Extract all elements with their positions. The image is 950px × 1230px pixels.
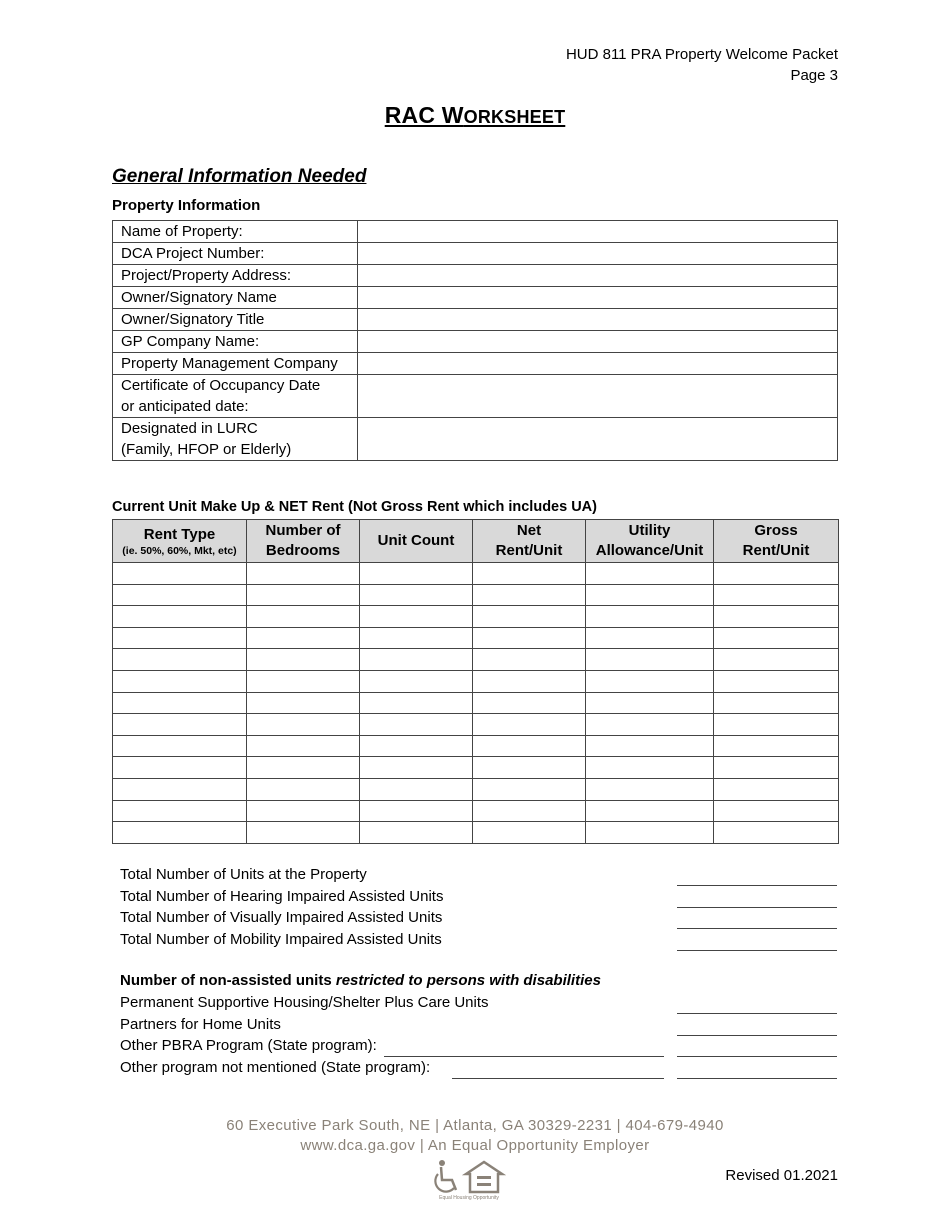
unit-table-title: Current Unit Make Up & NET Rent (Not Gross Rent which includes UA): [112, 499, 597, 515]
property-row-label: [113, 221, 358, 243]
property-label-line: GP Company Name:: [121, 333, 260, 350]
unit-cell[interactable]: [360, 584, 473, 606]
program-name-blank[interactable]: [452, 1078, 664, 1079]
property-row-value[interactable]: [358, 331, 838, 353]
program-name-blank[interactable]: [384, 1056, 664, 1057]
unit-column-header: [113, 520, 247, 563]
header-hint: (ie. 50%, 60%, Mkt, etc): [122, 544, 237, 557]
property-info-title: Property Information: [112, 197, 261, 214]
total-label: Total Number of Mobility Impaired Assisted Units: [120, 931, 442, 949]
unit-cell[interactable]: [714, 800, 839, 822]
unit-cell[interactable]: [586, 757, 714, 779]
total-blank-field[interactable]: [677, 885, 837, 886]
footer-address: 60 Executive Park South, NE | Atlanta, GA 30329-2231 | 404-679-4940: [226, 1117, 724, 1134]
property-row-value[interactable]: [358, 418, 838, 461]
unit-cell[interactable]: [113, 563, 247, 585]
unit-cell[interactable]: [714, 584, 839, 606]
unit-cell[interactable]: [247, 649, 360, 671]
unit-cell[interactable]: [714, 692, 839, 714]
non-assisted-label: Partners for Home Units: [120, 1015, 281, 1033]
revised-date: Revised 01.2021: [725, 1167, 838, 1184]
unit-cell[interactable]: [586, 670, 714, 692]
unit-cell[interactable]: [586, 714, 714, 736]
section-title: General Information Needed: [112, 166, 367, 187]
table-row: [113, 714, 839, 736]
unit-cell[interactable]: [586, 800, 714, 822]
unit-cell[interactable]: [586, 606, 714, 628]
unit-cell[interactable]: [113, 735, 247, 757]
unit-cell[interactable]: [113, 606, 247, 628]
property-row: [113, 331, 838, 353]
unit-cell[interactable]: [473, 606, 586, 628]
property-row-value[interactable]: [358, 309, 838, 331]
unit-cell[interactable]: [714, 627, 839, 649]
unit-makeup-table: [112, 519, 839, 844]
unit-cell[interactable]: [714, 822, 839, 844]
header-line: Rent Type: [143, 525, 216, 543]
unit-cell[interactable]: [113, 714, 247, 736]
property-row-value[interactable]: [358, 375, 838, 418]
property-label-line: Certificate of Occupancy Date: [121, 377, 321, 394]
unit-cell[interactable]: [247, 563, 360, 585]
table-row: [113, 822, 839, 844]
footer-address-block: [0, 1116, 950, 1156]
header-line: Gross: [754, 522, 798, 539]
unit-cell[interactable]: [360, 778, 473, 800]
property-row-label: [113, 418, 358, 461]
non-assisted-blank-field[interactable]: [677, 1056, 837, 1057]
property-row: [113, 243, 838, 265]
non-assisted-title: [120, 972, 601, 989]
unit-cell[interactable]: [586, 627, 714, 649]
table-row: [113, 627, 839, 649]
unit-cell[interactable]: [247, 778, 360, 800]
unit-cell[interactable]: [247, 584, 360, 606]
unit-cell[interactable]: [473, 670, 586, 692]
non-assisted-title-bold: Number of non-assisted units: [120, 972, 336, 989]
unit-cell[interactable]: [113, 584, 247, 606]
table-row: [113, 563, 839, 585]
unit-cell[interactable]: [247, 757, 360, 779]
property-row: [113, 221, 838, 243]
unit-column-header: [586, 520, 714, 563]
header-line: Rent/Unit: [495, 542, 563, 559]
table-row: [113, 778, 839, 800]
unit-cell[interactable]: [714, 757, 839, 779]
unit-cell[interactable]: [586, 563, 714, 585]
unit-cell[interactable]: [473, 584, 586, 606]
unit-cell[interactable]: [473, 692, 586, 714]
unit-cell[interactable]: [714, 778, 839, 800]
header-line: Net: [516, 522, 542, 539]
property-row-label: [113, 353, 358, 375]
total-label: Total Number of Hearing Impaired Assisted Units: [120, 887, 444, 905]
unit-cell[interactable]: [586, 735, 714, 757]
unit-cell[interactable]: [247, 800, 360, 822]
footer-web: www.dca.ga.gov | An Equal Opportunity Employer: [300, 1137, 650, 1154]
unit-cell[interactable]: [113, 800, 247, 822]
unit-cell[interactable]: [247, 627, 360, 649]
header-line: Rent/Unit: [742, 542, 810, 559]
unit-cell[interactable]: [473, 714, 586, 736]
unit-cell[interactable]: [113, 757, 247, 779]
unit-cell[interactable]: [473, 627, 586, 649]
property-label-line: or anticipated date:: [121, 398, 249, 415]
property-row-label: [113, 287, 358, 309]
unit-column-header: [247, 520, 360, 563]
header-line: Allowance/Unit: [595, 542, 704, 559]
header-line: Bedrooms: [265, 542, 341, 559]
unit-cell[interactable]: [586, 778, 714, 800]
unit-cell[interactable]: [360, 822, 473, 844]
header-line: Utility: [628, 522, 671, 539]
property-row: [113, 353, 838, 375]
total-blank-field[interactable]: [677, 950, 837, 951]
non-assisted-blank-field[interactable]: [677, 1013, 837, 1014]
unit-cell[interactable]: [586, 822, 714, 844]
property-row-value[interactable]: [358, 287, 838, 309]
unit-cell[interactable]: [113, 822, 247, 844]
document-title: [0, 102, 950, 129]
unit-cell[interactable]: [714, 714, 839, 736]
property-row-label: [113, 331, 358, 353]
header-line: Number of: [265, 522, 341, 539]
unit-cell[interactable]: [247, 670, 360, 692]
unit-cell[interactable]: [473, 800, 586, 822]
unit-cell[interactable]: [586, 692, 714, 714]
unit-cell[interactable]: [360, 757, 473, 779]
logo-caption: Equal Housing Opportunity: [439, 1195, 499, 1200]
unit-cell[interactable]: [247, 822, 360, 844]
unit-cell[interactable]: [113, 627, 247, 649]
table-row: [113, 735, 839, 757]
title-smallcaps: ORKSHEET: [463, 107, 566, 127]
non-assisted-label: Other PBRA Program (State program):: [120, 1037, 377, 1055]
unit-cell[interactable]: [113, 778, 247, 800]
property-label-line: Property Management Company: [121, 355, 338, 372]
header-line: Unit Count: [377, 532, 455, 549]
table-row: [113, 584, 839, 606]
non-assisted-label: Other program not mentioned (State program):: [120, 1059, 431, 1077]
total-blank-field[interactable]: [677, 907, 837, 908]
table-row: [113, 757, 839, 779]
property-row: [113, 265, 838, 287]
table-row: [113, 670, 839, 692]
table-row: [113, 606, 839, 628]
page-header: [566, 44, 838, 86]
unit-cell[interactable]: [473, 757, 586, 779]
total-blank-field[interactable]: [677, 928, 837, 929]
unit-cell[interactable]: [360, 714, 473, 736]
property-info-table: [112, 220, 838, 461]
property-row: [113, 375, 838, 418]
unit-cell[interactable]: [714, 563, 839, 585]
equal-housing-logo: [432, 1158, 506, 1200]
unit-cell[interactable]: [360, 735, 473, 757]
table-row: [113, 692, 839, 714]
property-label-line: DCA Project Number:: [121, 245, 265, 262]
property-label-line: Designated in LURC: [121, 420, 258, 437]
property-row-value[interactable]: [358, 353, 838, 375]
unit-cell[interactable]: [586, 649, 714, 671]
property-row-value[interactable]: [358, 243, 838, 265]
property-label-line: Project/Property Address:: [121, 267, 292, 284]
unit-cell[interactable]: [247, 692, 360, 714]
property-label-line: Owner/Signatory Name: [121, 289, 277, 306]
unit-cell[interactable]: [360, 563, 473, 585]
property-row-label: [113, 243, 358, 265]
unit-cell[interactable]: [113, 649, 247, 671]
property-row-label: [113, 375, 358, 418]
unit-column-header: [473, 520, 586, 563]
unit-cell[interactable]: [360, 649, 473, 671]
unit-cell[interactable]: [360, 692, 473, 714]
unit-column-header: [714, 520, 839, 563]
table-row: [113, 800, 839, 822]
unit-cell[interactable]: [360, 606, 473, 628]
unit-cell[interactable]: [113, 670, 247, 692]
unit-cell[interactable]: [714, 735, 839, 757]
total-label: Total Number of Units at the Property: [120, 866, 367, 883]
unit-cell[interactable]: [247, 735, 360, 757]
title-main: RAC W: [384, 102, 464, 128]
table-row: [113, 649, 839, 671]
unit-cell[interactable]: [473, 822, 586, 844]
property-label-line: (Family, HFOP or Elderly): [121, 441, 292, 458]
unit-cell[interactable]: [473, 735, 586, 757]
property-label-line: Owner/Signatory Title: [121, 311, 265, 328]
unit-cell[interactable]: [473, 563, 586, 585]
property-row-value[interactable]: [358, 265, 838, 287]
unit-cell[interactable]: [360, 627, 473, 649]
total-label: Total Number of Visually Impaired Assisted Units: [120, 909, 443, 927]
unit-cell[interactable]: [360, 800, 473, 822]
unit-cell[interactable]: [586, 584, 714, 606]
unit-cell[interactable]: [714, 606, 839, 628]
non-assisted-label: Permanent Supportive Housing/Shelter Plus Care Units: [120, 994, 489, 1011]
property-row-label: [113, 265, 358, 287]
unit-cell[interactable]: [247, 714, 360, 736]
page-number: Page 3: [790, 67, 838, 84]
non-assisted-title-italic: restricted to persons with disabilities: [335, 972, 601, 989]
packet-title: HUD 811 PRA Property Welcome Packet: [565, 46, 838, 63]
property-row: [113, 287, 838, 309]
unit-cell[interactable]: [247, 606, 360, 628]
property-row: [113, 418, 838, 461]
property-row: [113, 309, 838, 331]
unit-cell[interactable]: [714, 649, 839, 671]
unit-cell[interactable]: [473, 649, 586, 671]
unit-column-header: [360, 520, 473, 563]
property-row-label: [113, 309, 358, 331]
property-row-value[interactable]: [358, 221, 838, 243]
unit-cell[interactable]: [714, 670, 839, 692]
unit-cell[interactable]: [113, 692, 247, 714]
property-label-line: Name of Property:: [121, 223, 243, 240]
unit-cell[interactable]: [473, 778, 586, 800]
non-assisted-blank-field[interactable]: [677, 1035, 837, 1036]
non-assisted-blank-field[interactable]: [677, 1078, 837, 1079]
unit-cell[interactable]: [360, 670, 473, 692]
